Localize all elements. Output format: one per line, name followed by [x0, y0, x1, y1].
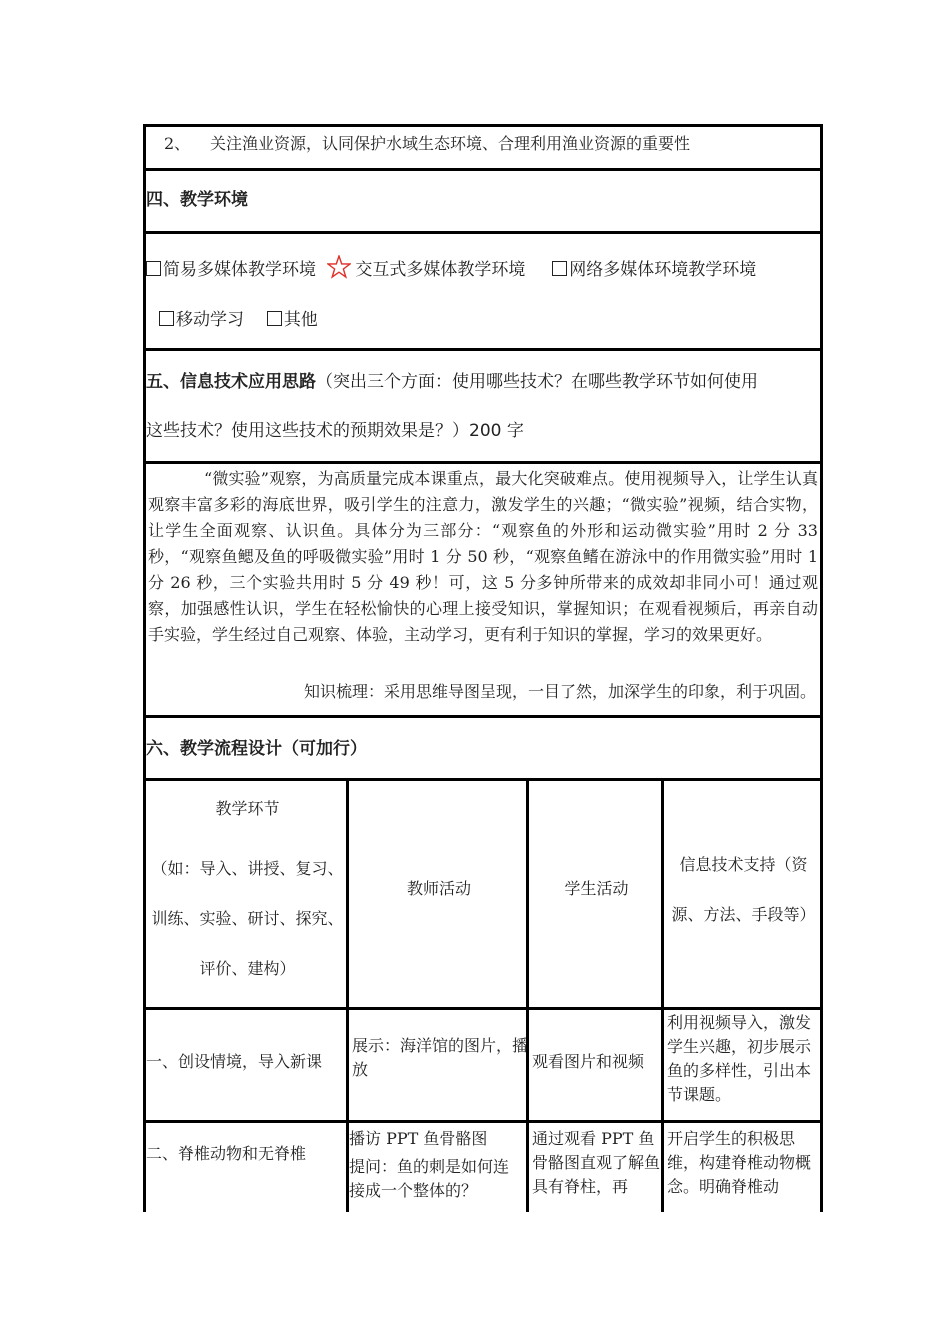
row1-teacher: 展示：海洋馆的图片，播放: [352, 1036, 529, 1079]
flow-table-grid: [146, 781, 820, 1212]
option-interactive[interactable]: 交互式多媒体教学环境: [355, 260, 526, 280]
section6-title: 六、教学流程设计（可加行）: [146, 739, 367, 759]
checkbox-icon: [159, 311, 174, 326]
section6-title-row: [146, 718, 820, 781]
section4-title: 四、教学环境: [146, 190, 248, 210]
column-divider: [526, 781, 529, 1212]
goal-item: [146, 127, 820, 154]
goal-row: [146, 127, 820, 171]
row1-tech: 利用视频导入，激发学生兴趣，初步展示鱼的多样性，引出本节课题。: [667, 1013, 812, 1104]
option-mobile[interactable]: 移动学习: [159, 310, 244, 330]
header-student: 学生活动: [564, 879, 629, 898]
checkbox-icon: [552, 261, 567, 276]
tech-approach-paragraph: “微实验”观察，为高质量完成本课重点，最大化突破难点。使用视频导入，让学生认真观察丰富多彩的海底世界，吸引学生的注意力，激发学生的兴趣；“微实验”视频，结合实物，让学生全面观察、认识鱼。具体分为三部分：“观察鱼的外形和运动微实验”用时 2 分 33 秒，“观察鱼鳃及鱼的呼吸微实验”用时 1 分 50 秒，“观察鱼鳍在游泳中的作用微实验”用时 1 分 26 秒，三个实验共用时 5 分 49 秒！可，这 5 分多钟所带来的成效却非同小可！通过观察，加强感性认识，学生在轻松愉快的心理上接受知识，掌握知识；在观看视频后，再亲自动手实验，学生经过自己观察、体验，主动学习，更有利于知识的掌握，学习的效果更好。: [148, 469, 818, 644]
header-teacher: 教师活动: [406, 879, 471, 898]
column-divider: [661, 781, 664, 1212]
section5-subtitle-1: （突出三个方面：使用哪些技术？在哪些教学环节如何使用: [316, 372, 758, 392]
section4-options-row: [146, 234, 820, 351]
goal-text: 关注渔业资源，认同保护水域生态环境、合理利用渔业资源的重要性: [210, 134, 691, 153]
option-network[interactable]: 网络多媒体环境教学环境: [552, 260, 756, 280]
section5-body-row: [146, 464, 820, 718]
section5-title: 五、信息技术应用思路: [146, 372, 316, 392]
row2-stage: 二、脊椎动物和无脊椎: [146, 1144, 307, 1163]
checkbox-icon: [267, 311, 282, 326]
row2-tech: 开启学生的积极思维，构建脊椎动物概念。明确脊椎动: [667, 1129, 812, 1196]
row2-student: 通过观看 PPT 鱼骨骼图直观了解鱼具有脊柱，再: [532, 1129, 661, 1196]
environment-options-line1: [146, 255, 756, 284]
section5-heading-line1: [146, 367, 758, 392]
checkbox-icon: [146, 261, 161, 276]
section5-subtitle-2: 这些技术？使用这些技术的预期效果是？）200 字: [146, 421, 524, 441]
header-stage: 教学环节 （如：导入、讲授、复习、 训练、实验、研讨、探究、 评价、建构）: [151, 799, 344, 978]
column-divider: [346, 781, 349, 1212]
section4-title-row: [146, 171, 820, 234]
row1-stage: 一、创设情境，导入新课: [146, 1052, 323, 1071]
section5-title-row: [146, 351, 820, 464]
goal-number: 2、: [164, 134, 191, 153]
knowledge-summary-paragraph: 知识梳理：采用思维导图呈现，一目了然，加深学生的印象，利于巩固。: [303, 682, 816, 701]
option-other[interactable]: 其他: [267, 310, 318, 330]
row2-teacher: 播访 PPT 鱼骨骼图 提问：鱼的刺是如何连接成一个整体的？: [349, 1129, 510, 1200]
option-simple[interactable]: 简易多媒体教学环境: [146, 260, 316, 280]
row1-student: 观看图片和视频: [532, 1052, 645, 1071]
star-icon: [327, 255, 351, 284]
header-tech: 信息技术支持（资 源、方法、手段等）: [671, 855, 816, 924]
lesson-plan-table: [143, 124, 823, 1212]
environment-options-line2: [159, 305, 318, 330]
